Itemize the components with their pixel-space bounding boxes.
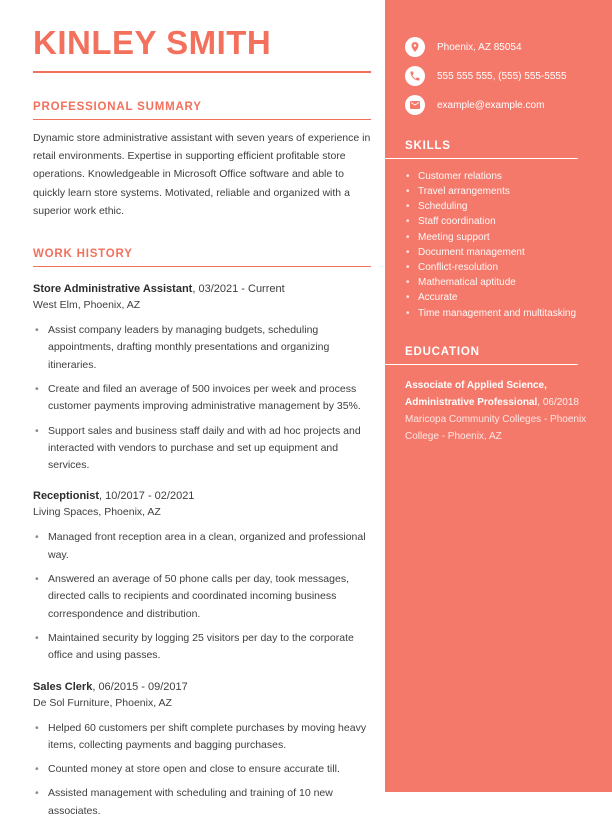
job-bullet-list [33,529,371,664]
job-title-line [33,488,371,504]
contact-phone-text: 555 555 555, (555) 555-5555 [437,70,567,82]
main-column [33,26,371,827]
sidebar-column [385,0,612,792]
summary-text: Dynamic store administrative assistant with seven years of experience in retail environments. Expertise in supporting efficient profitable store operations. Knowledgeable in Microsoft Office software and able to quickly learn store systems. Motivated, reliable and organized with a superior work ethic. [33,131,371,217]
summary-heading: PROFESSIONAL SUMMARY [33,101,202,113]
job-bullet: • Support sales and business staff daily and with ad hoc projects and interacted with vendors to purchase and set up equipment and services. [33,423,371,475]
skills-list [405,169,595,321]
job-company: West Elm, Phoenix, AZ [33,299,141,312]
skill-item: • Mathematical aptitude [405,275,595,290]
skills-section [405,140,595,321]
job-bullet: • Helped 60 customers per shift complete purchases by moving heavy items, collecting payments and bagging purchases. [33,720,371,755]
job-dates: , 06/2015 - 09/2017 [92,680,188,693]
work-history-heading: WORK HISTORY [33,248,133,261]
job-company: Living Spaces, Phoenix, AZ [33,506,161,519]
summary-divider [33,119,371,120]
job-title-line [33,281,371,297]
skills-heading: SKILLS [405,140,451,152]
work-history-divider [33,266,371,267]
contact-email-text: example@example.com [437,99,545,111]
skill-item: • Time management and multitasking [405,306,595,321]
skill-item: • Travel arrangements [405,184,595,199]
job-bullet-list [33,322,371,474]
email-icon [405,95,425,115]
education-degree-line [405,377,595,411]
name-divider [33,71,371,73]
location-pin-icon [405,37,425,57]
contact-phone-row [405,66,595,86]
job-title: Sales Clerk [33,680,93,693]
job-title-line [33,679,371,695]
skills-divider [385,158,578,159]
job-bullet: • Counted money at store open and close to ensure accurate till. [33,761,371,778]
contact-location-row [405,37,595,57]
job-bullet: • Managed front reception area in a clean, organized and professional way. [33,529,371,564]
job-bullet: • Answered an average of 50 phone calls per day, took messages, directed calls to recipients and coordinated incoming business correspondence and distribution. [33,571,371,623]
skill-item: • Accurate [405,290,595,305]
education-degree: Associate of Applied Science, Administrative Professional [405,379,547,408]
job-bullet: • Assisted management with scheduling and training of 10 new associates. [33,785,371,820]
contact-location-text: Phoenix, AZ 85054 [437,41,522,53]
job-bullet-list [33,720,371,820]
phone-icon [405,66,425,86]
skill-item: • Scheduling [405,199,595,214]
skill-item: • Meeting support [405,230,595,245]
job-bullet: • Assist company leaders by managing budgets, scheduling appointments, drafting monthly presentations and organizing itineraries. [33,322,371,374]
education-heading: EDUCATION [405,345,480,358]
skill-item: • Staff coordination [405,214,595,229]
education-date: , 06/2018 [537,396,579,408]
job-entry [33,281,371,474]
job-dates: , 10/2017 - 02/2021 [99,490,195,503]
job-title: Receptionist [33,490,100,503]
education-entry [405,377,595,445]
skill-item: • Conflict-resolution [405,260,595,275]
education-school: Maricopa Community Colleges - Phoenix College - Phoenix, AZ [405,413,587,442]
job-bullet: • Create and filed an average of 500 invoices per week and process customer payments improving administrative management by 35%. [33,381,371,416]
job-bullet: • Maintained security by logging 25 visitors per day to the corporate office and using passes. [33,630,371,665]
contact-email-row [405,95,595,115]
job-company: De Sol Furniture, Phoenix, AZ [33,696,172,709]
job-entry [33,679,371,820]
job-title: Store Administrative Assistant [33,283,193,296]
education-section [405,346,595,445]
job-dates: , 03/2021 - Current [192,283,285,296]
skill-item: • Document management [405,245,595,260]
education-divider [385,364,578,365]
candidate-name: KINLEY SMITH [33,24,272,61]
skill-item: • Customer relations [405,169,595,184]
job-entry [33,488,371,664]
